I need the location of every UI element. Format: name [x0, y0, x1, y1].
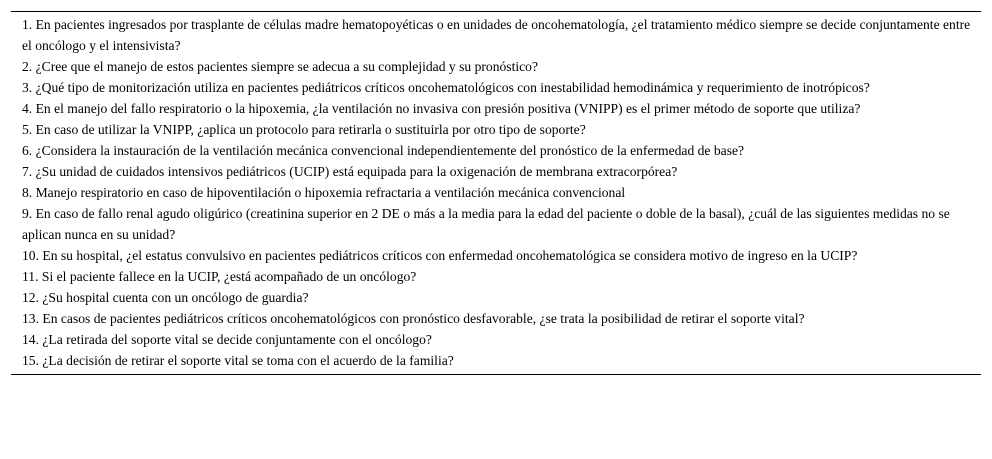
question-row-6: 6. ¿Considera la instauración de la ventilación mecánica convencional independientemente del pronóstico de la enfermedad de base? [22, 143, 745, 158]
question-row-12: 12. ¿Su hospital cuenta con un oncólogo de guardia? [22, 290, 309, 305]
question-row-1: 1. En pacientes ingresados por trasplante de células madre hematopoyéticas o en unidades de oncohematología, ¿el tratamiento médico siempre se decide conjuntamente entre el oncólogo y el intensivista? [22, 17, 971, 53]
question-row-8: 8. Manejo respiratorio en caso de hipoventilación o hipoxemia refractaria a ventilación mecánica convencional [22, 185, 626, 200]
question-row-11: 11. Si el paciente fallece en la UCIP, ¿está acompañado de un oncólogo? [22, 269, 417, 284]
questionnaire-table [11, 11, 981, 375]
question-row-13: 13. En casos de pacientes pediátricos críticos oncohematológicos con pronóstico desfavorable, ¿se trata la posibilidad de retirar el soporte vital? [22, 311, 805, 326]
question-row-10: 10. En su hospital, ¿el estatus convulsivo en pacientes pediátricos críticos con enfermedad oncohematológica se considera motivo de ingreso en la UCIP? [22, 248, 858, 263]
question-row-14: 14. ¿La retirada del soporte vital se decide conjuntamente con el oncólogo? [22, 332, 432, 347]
question-row-5: 5. En caso de utilizar la VNIPP, ¿aplica un protocolo para retirarla o sustituirla por otro tipo de soporte? [22, 122, 586, 137]
question-row-2: 2. ¿Cree que el manejo de estos pacientes siempre se adecua a su complejidad y su pronóstico? [22, 59, 539, 74]
question-row-9: 9. En caso de fallo renal agudo oligúrico (creatinina superior en 2 DE o más a la media para la edad del paciente o doble de la basal), ¿cuál de las siguientes medidas no se aplican nunca en su unidad? [22, 206, 950, 242]
question-row-4: 4. En el manejo del fallo respiratorio o la hipoxemia, ¿la ventilación no invasiva con presión positiva (VNIPP) es el primer método de soporte que utiliza? [22, 101, 861, 116]
question-row-7: 7. ¿Su unidad de cuidados intensivos pediátricos (UCIP) está equipada para la oxigenación de membrana extracorpórea? [22, 164, 678, 179]
question-row-15: 15. ¿La decisión de retirar el soporte vital se toma con el acuerdo de la familia? [22, 353, 454, 368]
question-row-3: 3. ¿Qué tipo de monitorización utiliza en pacientes pediátricos críticos oncohematológicos con inestabilidad hemodinámica y requerimiento de inotrópicos? [22, 80, 870, 95]
